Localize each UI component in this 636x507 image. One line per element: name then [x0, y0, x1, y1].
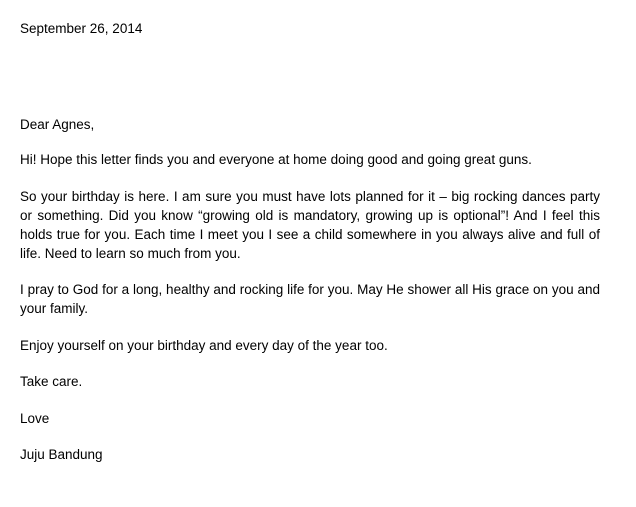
- paragraph-prayer: I pray to God for a long, healthy and rocking life for you. May He shower all His grace on you and your family.: [20, 282, 600, 316]
- paragraph-enjoy: Enjoy yourself on your birthday and every day of the year too.: [20, 338, 388, 353]
- paragraph-greeting: Hi! Hope this letter finds you and everyone at home doing good and going great guns.: [20, 152, 532, 167]
- salutation: Dear Agnes,: [20, 117, 95, 132]
- letter-date: September 26, 2014: [20, 21, 143, 36]
- sign-off: Love: [20, 411, 50, 426]
- closing-line: Take care.: [20, 374, 83, 389]
- paragraph-birthday: So your birthday is here. I am sure you must have lots planned for it – big rocking dances party or something. Did you know “growing old is mandatory, growing up is optional”! And I feel this holds true for you. Each time I meet you I see a child somewhere in you always alive and full of life. Need to learn so much from you.: [20, 189, 600, 261]
- signature-name: Juju Bandung: [20, 447, 103, 462]
